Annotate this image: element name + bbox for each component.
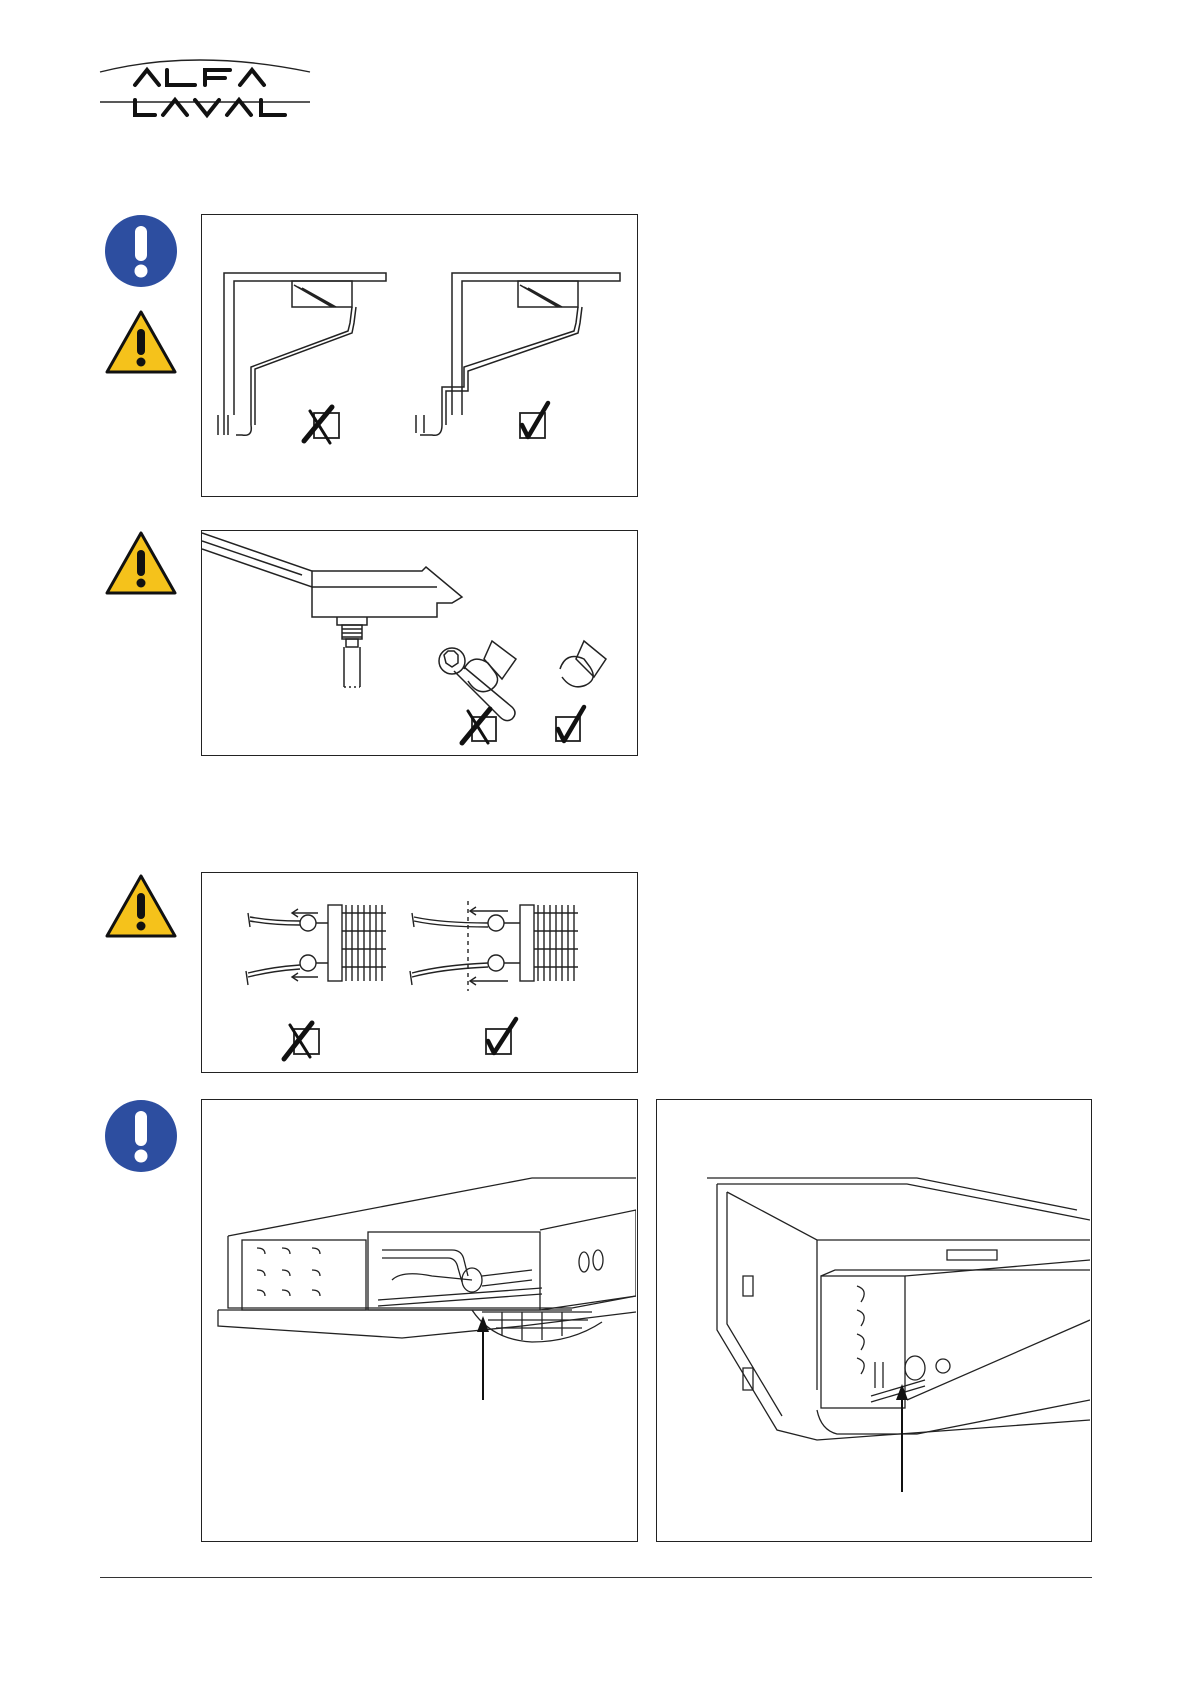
pipe-connection-illustration: [201, 872, 638, 1073]
warning-icon: [104, 873, 178, 939]
valve-location-illustration-left: [201, 1099, 638, 1542]
mandatory-icon: [104, 1099, 178, 1173]
warning-icon: [104, 309, 178, 375]
drain-slope-illustration: [201, 214, 638, 497]
footer-divider: [100, 1577, 1092, 1578]
drain-connection-illustration: [201, 530, 638, 756]
alfa-laval-logo: [95, 50, 315, 125]
mandatory-icon: [104, 214, 178, 288]
warning-icon: [104, 530, 178, 596]
valve-location-illustration-right: [656, 1099, 1092, 1542]
